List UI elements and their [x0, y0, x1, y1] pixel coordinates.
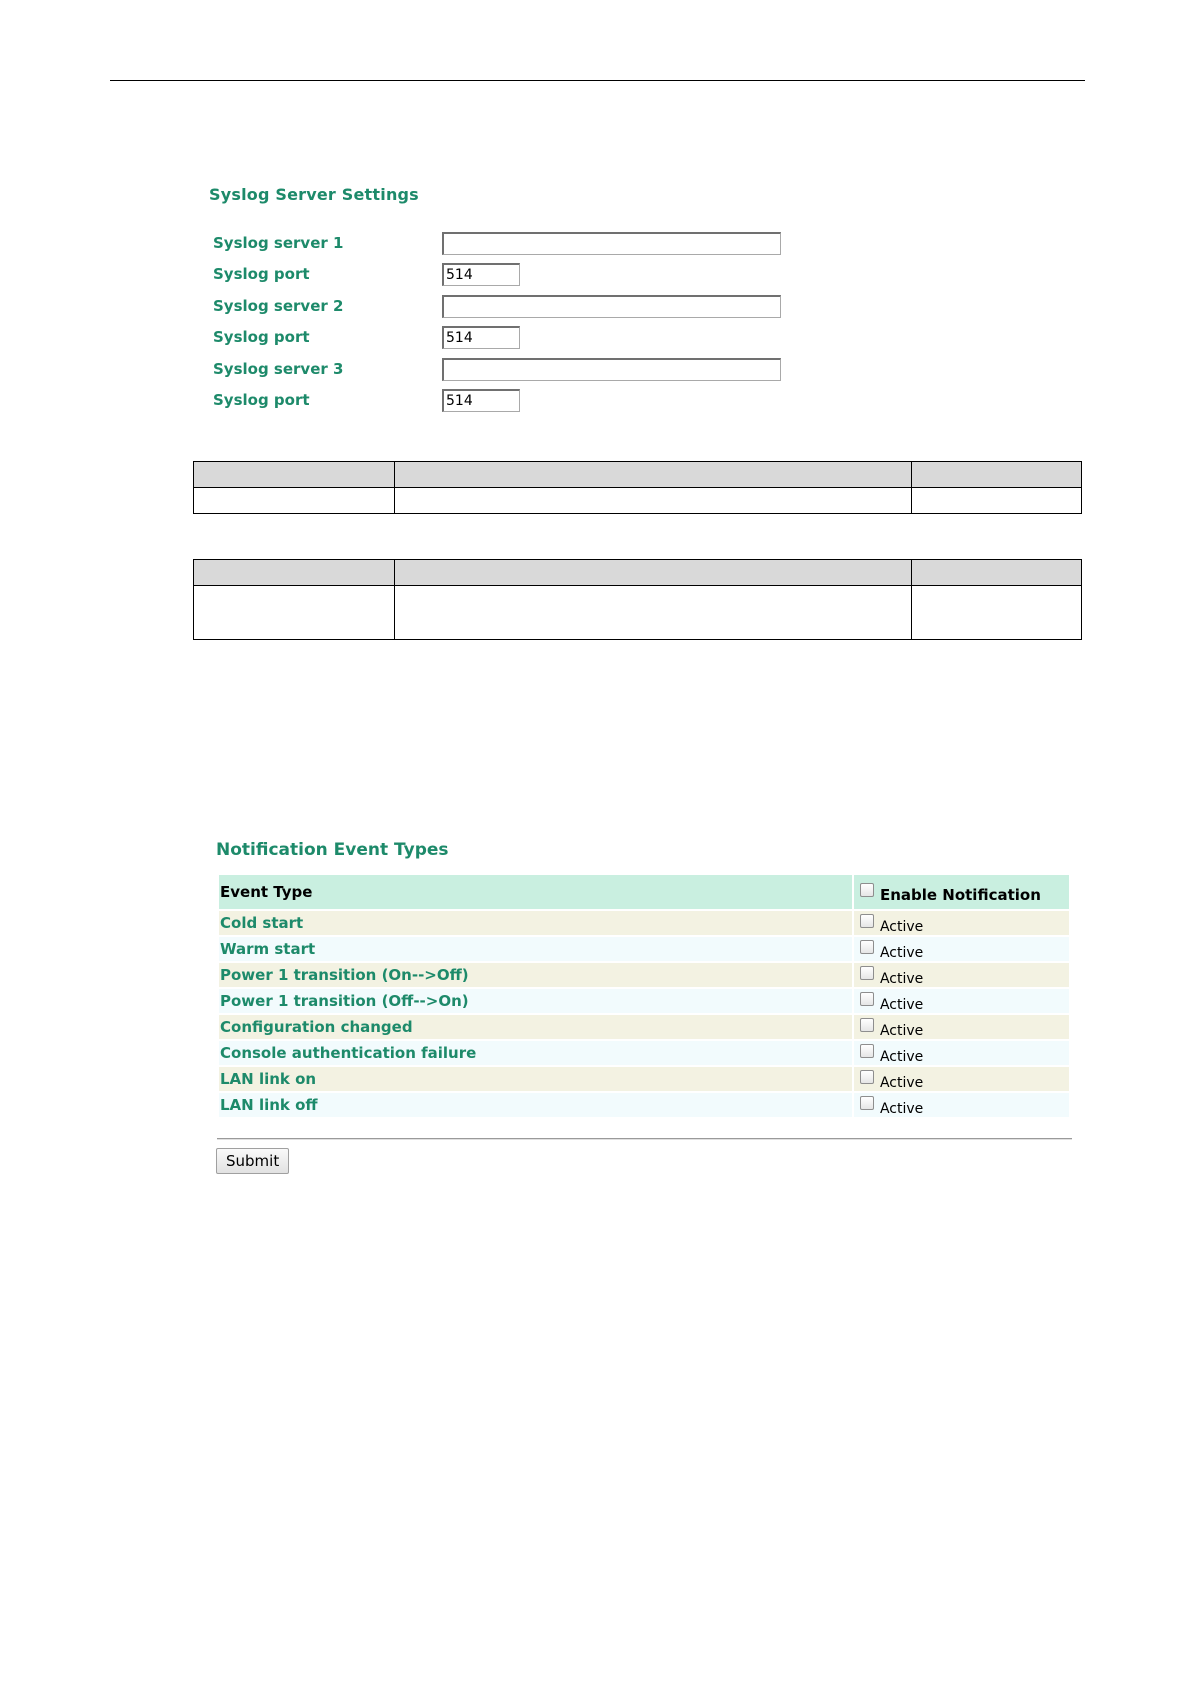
table-row: [219, 1015, 1069, 1039]
active-checkbox-power1-off-on[interactable]: [860, 992, 874, 1006]
syslog-server-1-label: Syslog server 1: [213, 234, 344, 252]
syslog-server-2-input[interactable]: [442, 295, 781, 318]
active-label: Active: [879, 997, 924, 1013]
active-checkbox-power1-on-off[interactable]: [860, 966, 874, 980]
event-name-cold-start: Cold start: [220, 914, 304, 932]
table-row: [219, 989, 1069, 1013]
event-name-lan-link-on: LAN link on: [220, 1070, 317, 1088]
parameter-table-2: [193, 559, 1082, 640]
event-name-warm-start: Warm start: [220, 940, 316, 958]
active-label: Active: [879, 1101, 924, 1117]
active-label: Active: [879, 1049, 924, 1065]
enable-notification-label: Enable Notification: [879, 886, 1041, 904]
event-name-power1-off-on: Power 1 transition (Off-->On): [220, 992, 469, 1010]
active-checkbox-console-auth-failure[interactable]: [860, 1044, 874, 1058]
header-rule: [110, 80, 1085, 81]
table-row: [219, 1067, 1069, 1091]
active-checkbox-lan-link-off[interactable]: [860, 1096, 874, 1110]
syslog-port-3-label: Syslog port: [213, 391, 310, 409]
parameter-table-1: [193, 461, 1082, 514]
syslog-server-1-row: [213, 232, 813, 255]
syslog-section-title: Syslog Server Settings: [209, 185, 419, 204]
syslog-server-3-input[interactable]: [442, 358, 781, 381]
event-table-header: [219, 875, 1069, 909]
syslog-server-2-row: [213, 295, 813, 318]
active-checkbox-lan-link-on[interactable]: [860, 1070, 874, 1084]
syslog-server-3-row: [213, 358, 813, 381]
active-label: Active: [879, 1023, 924, 1039]
event-types-table: [217, 873, 1071, 1119]
event-name-power1-on-off: Power 1 transition (On-->Off): [220, 966, 469, 984]
active-checkbox-warm-start[interactable]: [860, 940, 874, 954]
active-label: Active: [879, 919, 924, 935]
syslog-port-2-label: Syslog port: [213, 328, 310, 346]
syslog-port-2-row: [213, 326, 813, 349]
syslog-port-1-row: [213, 263, 813, 286]
event-name-lan-link-off: LAN link off: [220, 1096, 318, 1114]
form-divider: [217, 1138, 1072, 1140]
active-label: Active: [879, 1075, 924, 1091]
syslog-server-1-input[interactable]: [442, 232, 781, 255]
notification-section-title: Notification Event Types: [216, 840, 449, 860]
submit-button[interactable]: Submit: [216, 1148, 289, 1174]
active-label: Active: [879, 945, 924, 961]
syslog-server-2-label: Syslog server 2: [213, 297, 344, 315]
table-row: [219, 963, 1069, 987]
syslog-port-3-row: [213, 389, 813, 412]
syslog-server-3-label: Syslog server 3: [213, 360, 344, 378]
syslog-port-1-label: Syslog port: [213, 265, 310, 283]
event-name-console-auth-failure: Console authentication failure: [220, 1044, 477, 1062]
enable-all-checkbox[interactable]: [860, 883, 874, 897]
table-row: [219, 1093, 1069, 1117]
syslog-port-1-input[interactable]: [442, 263, 520, 286]
table-row: [219, 1041, 1069, 1065]
active-label: Active: [879, 971, 924, 987]
active-checkbox-cold-start[interactable]: [860, 914, 874, 928]
syslog-port-2-input[interactable]: [442, 326, 520, 349]
table-row: [219, 911, 1069, 935]
event-name-config-changed: Configuration changed: [220, 1018, 413, 1036]
syslog-port-3-input[interactable]: [442, 389, 520, 412]
table-row: [219, 937, 1069, 961]
event-type-header: Event Type: [219, 875, 852, 909]
active-checkbox-config-changed[interactable]: [860, 1018, 874, 1032]
enable-notification-header: [854, 875, 1069, 909]
